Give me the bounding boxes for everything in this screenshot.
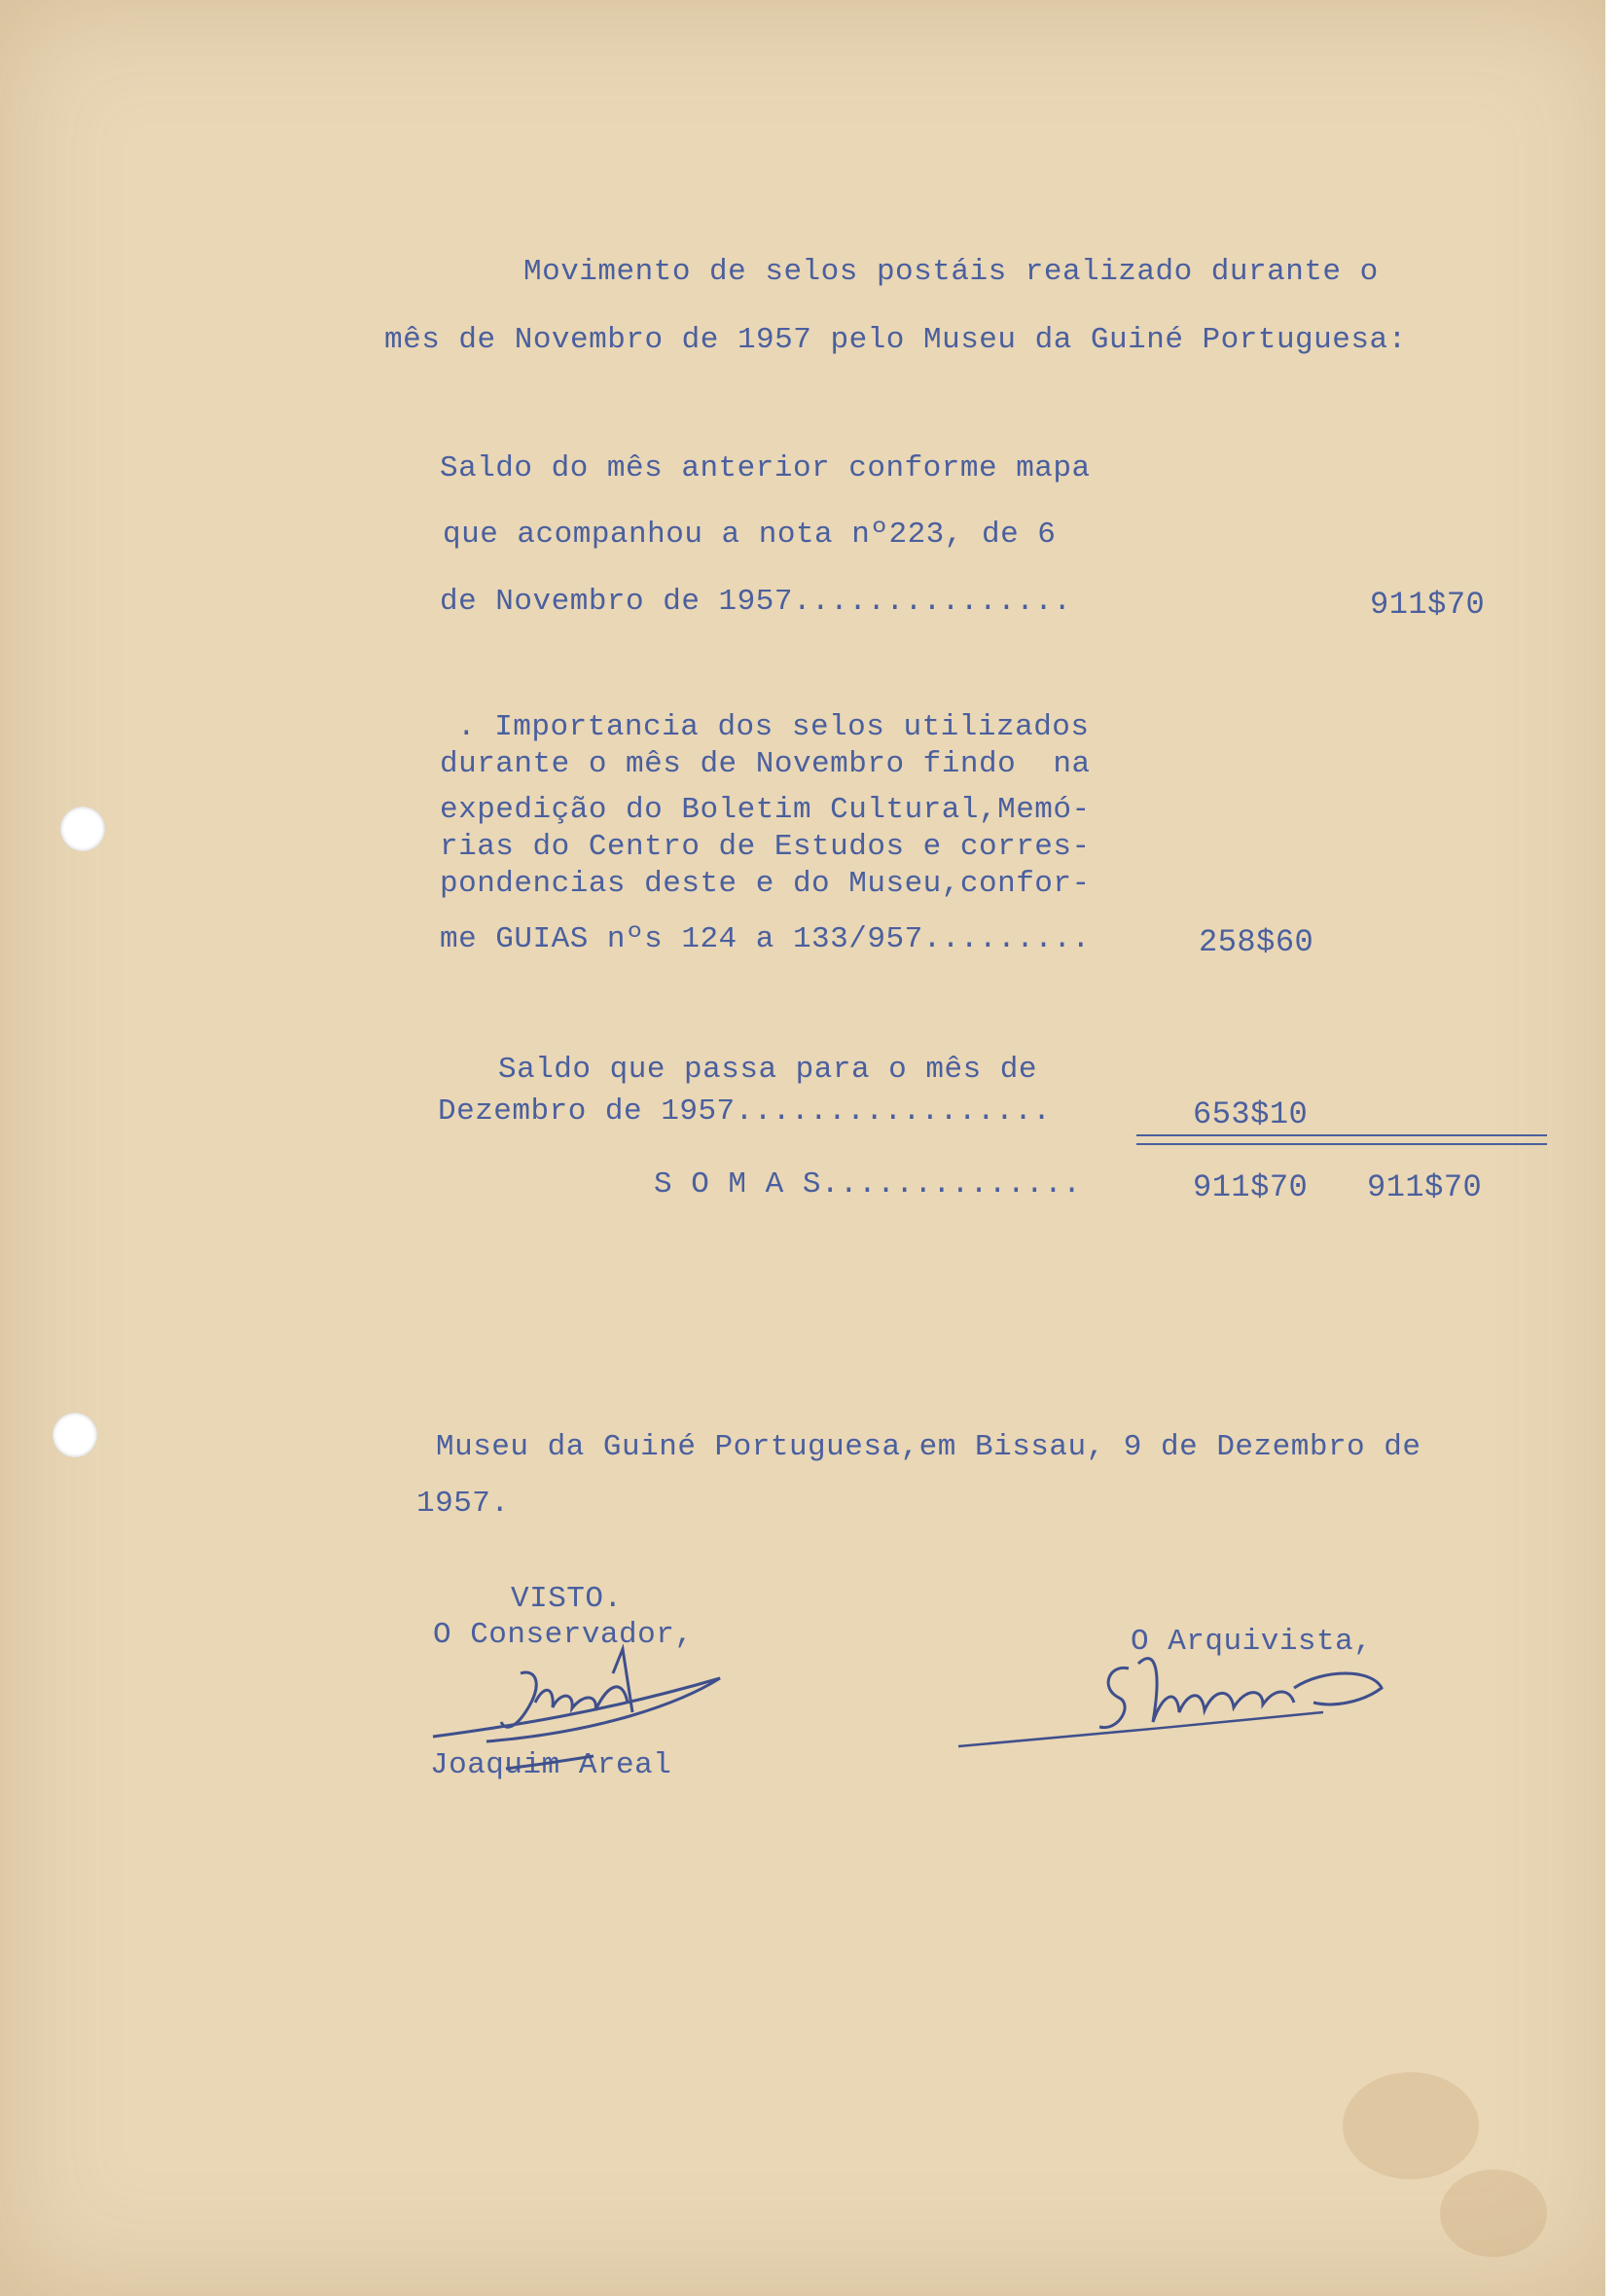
total-rule-upper <box>1136 1134 1547 1136</box>
saldo-anterior-line-1: Saldo do mês anterior conforme mapa <box>440 451 1091 485</box>
conservador-signature <box>428 1644 739 1790</box>
page-edge <box>1605 0 1619 2296</box>
punch-hole-top <box>60 807 105 851</box>
conservador-title: O Conservador, <box>433 1618 694 1652</box>
place-date-line-1: Museu da Guiné Portuguesa,em Bissau, 9 de Dezembro de <box>436 1430 1421 1464</box>
importancia-line-2: durante o mês de Novembro findo na <box>440 747 1091 781</box>
importancia-line-5: pondencias deste e do Museu,confor- <box>440 867 1091 901</box>
saldo-anterior-line-3: de Novembro de 1957............... <box>440 585 1072 619</box>
somas-amount-left: 911$70 <box>1193 1169 1309 1205</box>
visto-label: VISTO. <box>511 1582 623 1616</box>
arquivista-title: O Arquivista, <box>1131 1625 1373 1659</box>
importancia-line-3: expedição do Boletim Cultural,Memó- <box>440 793 1091 827</box>
header-line-1: Movimento de selos postáis realizado durante o <box>523 255 1379 289</box>
saldo-passa-line-1: Saldo que passa para o mês de <box>498 1053 1037 1087</box>
total-rule-lower <box>1136 1143 1547 1145</box>
conservador-name: Joaquim Areal <box>430 1748 672 1782</box>
place-date-line-2: 1957. <box>416 1487 510 1521</box>
paper-stain <box>1440 2170 1547 2257</box>
importancia-line-1: . Importancia dos selos utilizados <box>457 710 1090 744</box>
saldo-passa-amount: 653$10 <box>1193 1096 1309 1132</box>
importancia-amount: 258$60 <box>1199 924 1314 960</box>
somas-amount-right: 911$70 <box>1367 1169 1483 1205</box>
paper-stain <box>1343 2072 1479 2179</box>
somas-label: S O M A S.............. <box>654 1167 1082 1202</box>
punch-hole-bottom <box>53 1413 97 1457</box>
header-line-2: mês de Novembro de 1957 pelo Museu da Guiné Portuguesa: <box>384 323 1407 357</box>
saldo-anterior-amount: 911$70 <box>1370 587 1486 623</box>
importancia-line-4: rias do Centro de Estudos e corres- <box>440 830 1091 864</box>
saldo-passa-line-2: Dezembro de 1957................. <box>438 1094 1052 1129</box>
saldo-anterior-line-2: que acompanhou a nota nº223, de 6 <box>443 518 1057 552</box>
arquivista-signature <box>953 1644 1421 1771</box>
importancia-line-6: me GUIAS nºs 124 a 133/957......... <box>440 922 1091 956</box>
